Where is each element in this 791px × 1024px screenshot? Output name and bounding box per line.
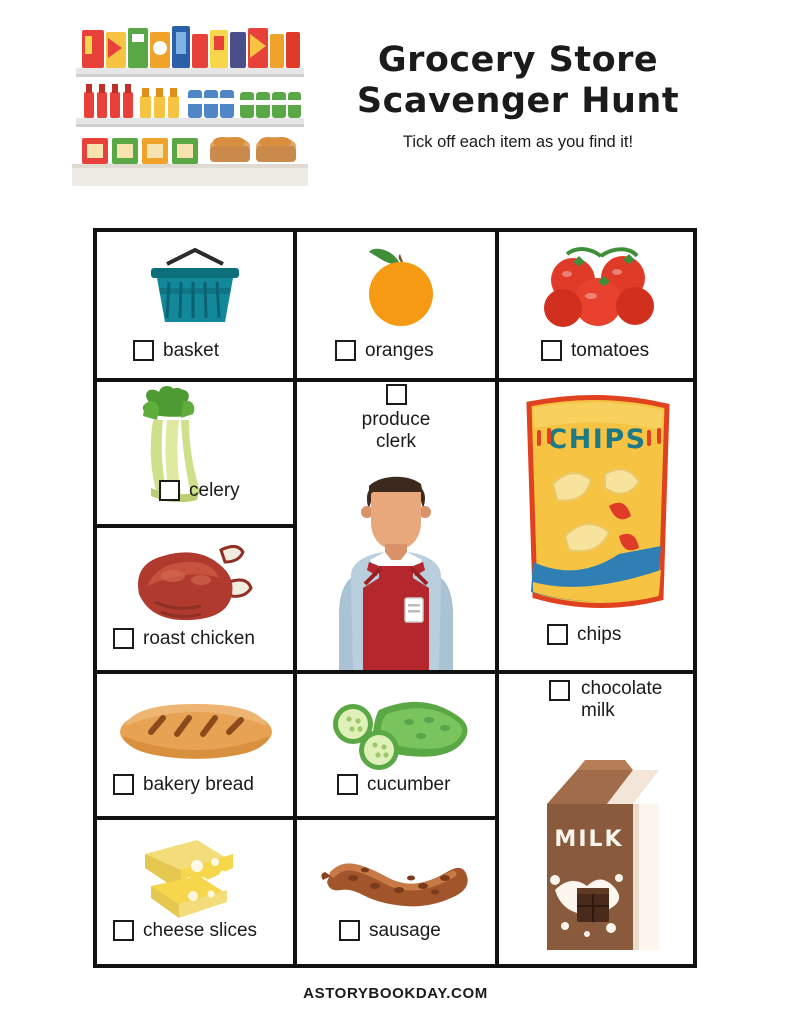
checkbox-basket[interactable] <box>133 340 154 361</box>
cell-celery[interactable] <box>97 382 293 524</box>
title-block <box>318 40 718 152</box>
label-bakery-bread: bakery bread <box>143 774 254 795</box>
label-tomatoes: tomatoes <box>571 340 650 361</box>
item-row-produce-clerk[interactable] <box>355 384 437 453</box>
grocery-shelves-illustration <box>70 18 310 198</box>
label-sausage: sausage <box>369 920 441 941</box>
checkbox-bakery-bread[interactable] <box>113 774 134 795</box>
cell-sausage[interactable] <box>297 820 495 964</box>
milk-carton-icon <box>525 750 677 961</box>
label-produce-clerk: produce clerk <box>361 409 431 452</box>
label-chips: chips <box>577 624 622 645</box>
item-row-chocolate-milk[interactable] <box>537 678 663 721</box>
item-row-cucumber[interactable] <box>337 774 450 796</box>
checkbox-tomatoes[interactable] <box>541 340 562 361</box>
cell-basket[interactable] <box>97 232 293 378</box>
cell-chips[interactable] <box>499 382 697 670</box>
cell-cheese-slices[interactable] <box>97 820 293 964</box>
checkbox-cucumber[interactable] <box>337 774 358 795</box>
label-oranges: oranges <box>365 340 434 361</box>
page-title-line-1: Grocery Store <box>377 40 659 80</box>
svg-text:MILK: MILK <box>554 827 624 852</box>
item-row-sausage[interactable] <box>339 920 441 942</box>
checkbox-sausage[interactable] <box>339 920 360 941</box>
item-row-basket[interactable] <box>133 340 219 362</box>
item-row-oranges[interactable] <box>335 340 434 362</box>
scavenger-hunt-grid <box>93 228 697 968</box>
label-chocolate-milk: chocolate milk <box>581 678 663 721</box>
item-row-bakery-bread[interactable] <box>113 774 254 796</box>
cell-oranges[interactable] <box>297 232 495 378</box>
cell-roast-chicken[interactable] <box>97 528 293 670</box>
cell-produce-clerk[interactable] <box>297 382 495 670</box>
chips-bag-icon <box>513 386 683 619</box>
checkbox-produce-clerk[interactable] <box>386 384 407 405</box>
checkbox-cheese-slices[interactable] <box>113 920 134 941</box>
roast-chicken-icon <box>121 536 271 641</box>
checkbox-celery[interactable] <box>159 480 180 501</box>
label-roast-chicken: roast chicken <box>143 628 255 649</box>
page-subtitle: Tick off each item as you find it! <box>402 132 634 151</box>
bread-loaf-icon <box>115 692 277 775</box>
item-row-chips[interactable] <box>547 624 621 646</box>
svg-text:CHIPS: CHIPS <box>547 424 647 455</box>
page-header <box>0 0 791 215</box>
orange-fruit-icon <box>353 244 445 337</box>
grocery-clerk-icon <box>317 448 475 670</box>
label-cucumber: cucumber <box>367 774 451 795</box>
checkbox-oranges[interactable] <box>335 340 356 361</box>
cell-bakery-bread[interactable] <box>97 674 293 816</box>
item-row-tomatoes[interactable] <box>541 340 649 362</box>
footer-credit: ASTORYBOOKDAY.COM <box>303 985 488 1002</box>
tomatoes-icon <box>527 240 673 337</box>
cell-cucumber[interactable] <box>297 674 495 816</box>
label-basket: basket <box>163 340 219 361</box>
item-row-cheese-slices[interactable] <box>113 920 257 942</box>
label-celery: celery <box>189 480 240 501</box>
page-title-line-2: Scavenger Hunt <box>356 81 680 122</box>
shopping-basket-icon <box>143 248 247 337</box>
cell-chocolate-milk[interactable] <box>499 674 697 964</box>
checkbox-chocolate-milk[interactable] <box>549 680 570 701</box>
cell-tomatoes[interactable] <box>499 232 697 378</box>
checkbox-chips[interactable] <box>547 624 568 645</box>
cucumber-icon <box>317 688 479 777</box>
item-row-roast-chicken[interactable] <box>113 628 255 650</box>
label-cheese-slices: cheese slices <box>143 920 258 941</box>
item-row-celery[interactable] <box>159 480 240 502</box>
checkbox-roast-chicken[interactable] <box>113 628 134 649</box>
sausage-icon <box>317 848 475 915</box>
cheese-slices-icon <box>131 836 261 925</box>
